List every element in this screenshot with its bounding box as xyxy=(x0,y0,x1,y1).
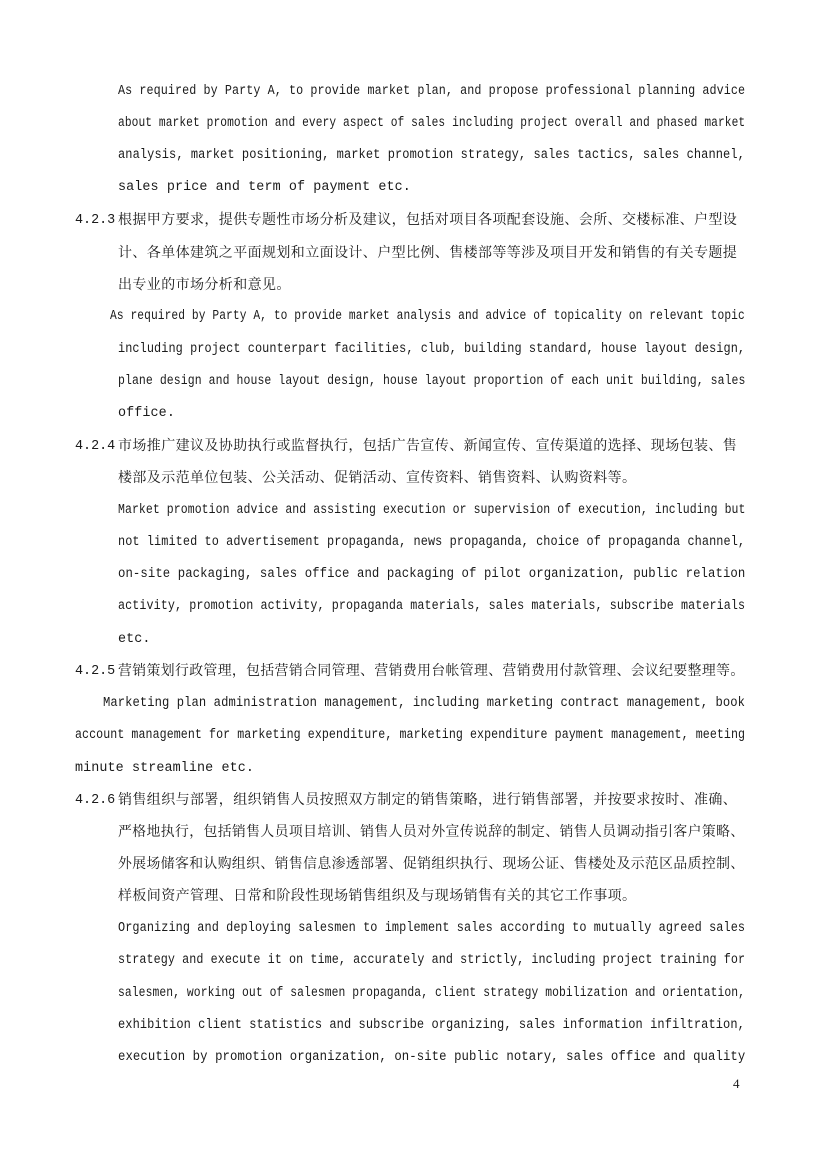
text-line-zh: 根据甲方要求，提供专题性市场分析及建议，包括对项目各项配套设施、会所、交楼标准、户型设 xyxy=(118,212,738,228)
text-line-zh: 样板间资产管理、日常和阶段性现场销售组织及与现场销售有关的其它工作事项。 xyxy=(118,888,637,904)
text-line-zh: 营销策划行政管理，包括营销合同管理、营销费用台帐管理、营销费用付款管理、会议纪要整理等。 xyxy=(118,663,745,679)
text-line: minute streamline etc. xyxy=(75,761,254,776)
text-line: As required by Party A, to provide market analysis and advice of topicality on relevant topic xyxy=(110,309,745,324)
text-line: execution by promotion organization, on-site public notary, sales office and quality xyxy=(118,1050,746,1065)
text-line: salesmen, working out of salesmen propaganda, client strategy mobilization and orientation, xyxy=(118,986,746,1001)
text-line: strategy and execute it on time, accurately and strictly, including project training for xyxy=(118,953,746,968)
text-line: Market promotion advice and assisting execution or supervision of execution, including but xyxy=(118,503,746,518)
text-line: plane design and house layout design, house layout proportion of each unit building, sales xyxy=(118,374,746,389)
text-line: analysis, market positioning, market promotion strategy, sales tactics, sales channel, xyxy=(118,148,745,163)
text-line: exhibition client statistics and subscribe organizing, sales information infiltration, xyxy=(118,1018,745,1033)
text-line: including project counterpart facilities, club, building standard, house layout design, xyxy=(118,342,746,357)
section-number: 4.2.5 xyxy=(75,664,116,679)
text-line: As required by Party A, to provide market plan, and propose professional planning advice xyxy=(118,84,746,99)
text-line-zh: 出专业的市场分析和意见。 xyxy=(118,277,291,293)
text-line-zh: 楼部及示范单位包装、公关活动、促销活动、宣传资料、销售资料、认购资料等。 xyxy=(118,470,637,486)
text-line: office. xyxy=(118,406,175,421)
text-line: activity, promotion activity, propaganda materials, sales materials, subscribe materials xyxy=(118,599,746,614)
text-line: account management for marketing expenditure, marketing expenditure payment management, meeting xyxy=(75,728,746,743)
text-line: etc. xyxy=(118,632,151,647)
section-number: 4.2.6 xyxy=(75,793,116,808)
text-line: about market promotion and every aspect of sales including project overall and phased market xyxy=(118,116,746,131)
text-line-zh: 市场推广建议及协助执行或监督执行，包括广告宣传、新闻宣传、宣传渠道的选择、现场包装、售 xyxy=(118,438,738,454)
text-line: not limited to advertisement propaganda, news propaganda, choice of propaganda channel, xyxy=(118,535,746,550)
text-line-zh: 外展场储客和认购组织、销售信息渗透部署、促销组织执行、现场公证、售楼处及示范区品质控制、 xyxy=(118,856,745,872)
text-line: Marketing plan administration management, including marketing contract management, book xyxy=(103,696,745,711)
text-line-zh: 计、各单体建筑之平面规划和立面设计、户型比例、售楼部等等涉及项目开发和销售的有关专题提 xyxy=(118,245,738,261)
text-line-zh: 严格地执行，包括销售人员项目培训、销售人员对外宣传说辞的制定、销售人员调动指引客户策略、 xyxy=(118,824,745,840)
text-line-zh: 销售组织与部署，组织销售人员按照双方制定的销售策略，进行销售部署，并按要求按时、准确、 xyxy=(118,792,738,808)
page-number: 4 xyxy=(733,1076,740,1091)
section-number: 4.2.4 xyxy=(75,439,116,454)
text-line: sales price and term of payment etc. xyxy=(118,180,411,195)
text-line: on-site packaging, sales office and packaging of pilot organization, public relation xyxy=(118,567,746,582)
text-line: Organizing and deploying salesmen to implement sales according to mutually agreed sales xyxy=(118,921,746,936)
section-number: 4.2.3 xyxy=(75,213,116,228)
